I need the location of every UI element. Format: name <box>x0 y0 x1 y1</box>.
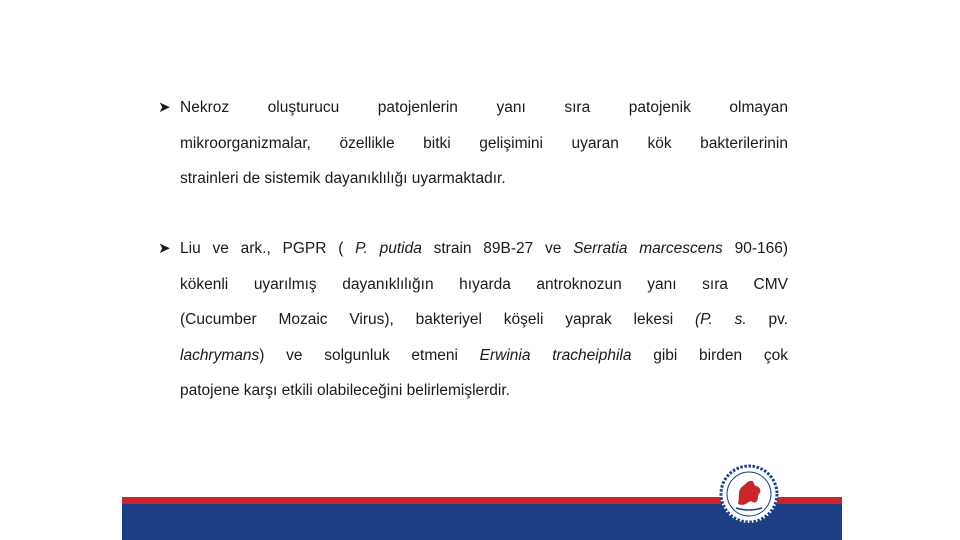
bullet-2-line-1: Liu ve ark., PGPR ( P. putida strain 89B-27 ve Serratia marcescens 90-166) <box>180 240 788 257</box>
bullet-1 <box>158 97 788 190</box>
bullet-2-text <box>180 238 788 402</box>
bullet-2 <box>158 238 788 402</box>
bullet-2-line-4: lachrymans) ve solgunluk etmeni Erwinia tracheiphila gibi birden çok <box>180 346 788 364</box>
bullet-2-line-5: patojene karşı etkili olabileceğini belirlemişlerdir. <box>180 382 510 400</box>
arrowhead-bullet-icon: ➤ <box>158 99 171 116</box>
bullet-1-text <box>180 97 788 190</box>
bullet-1-line-3: strainleri de sistemik dayanıklılığı uyarmaktadır. <box>180 170 506 188</box>
bullet-2-line-2: kökenli uyarılmış dayanıklılığın hıyarda antroknozun yanı sıra CMV <box>180 275 788 293</box>
university-seal-logo <box>719 464 779 524</box>
bullet-2-line-3: (Cucumber Mozaic Virus), bakteriyel köşeli yaprak lekesi (P. s. pv. <box>180 311 788 329</box>
bullet-1-line-1: Nekroz oluşturucu patojenlerin yanı sıra patojenik olmayan <box>180 99 788 116</box>
arrowhead-bullet-icon: ➤ <box>158 240 171 257</box>
bullet-1-line-2: mikroorganizmalar, özellikle bitki gelişimini uyaran kök bakterilerinin <box>180 134 788 152</box>
